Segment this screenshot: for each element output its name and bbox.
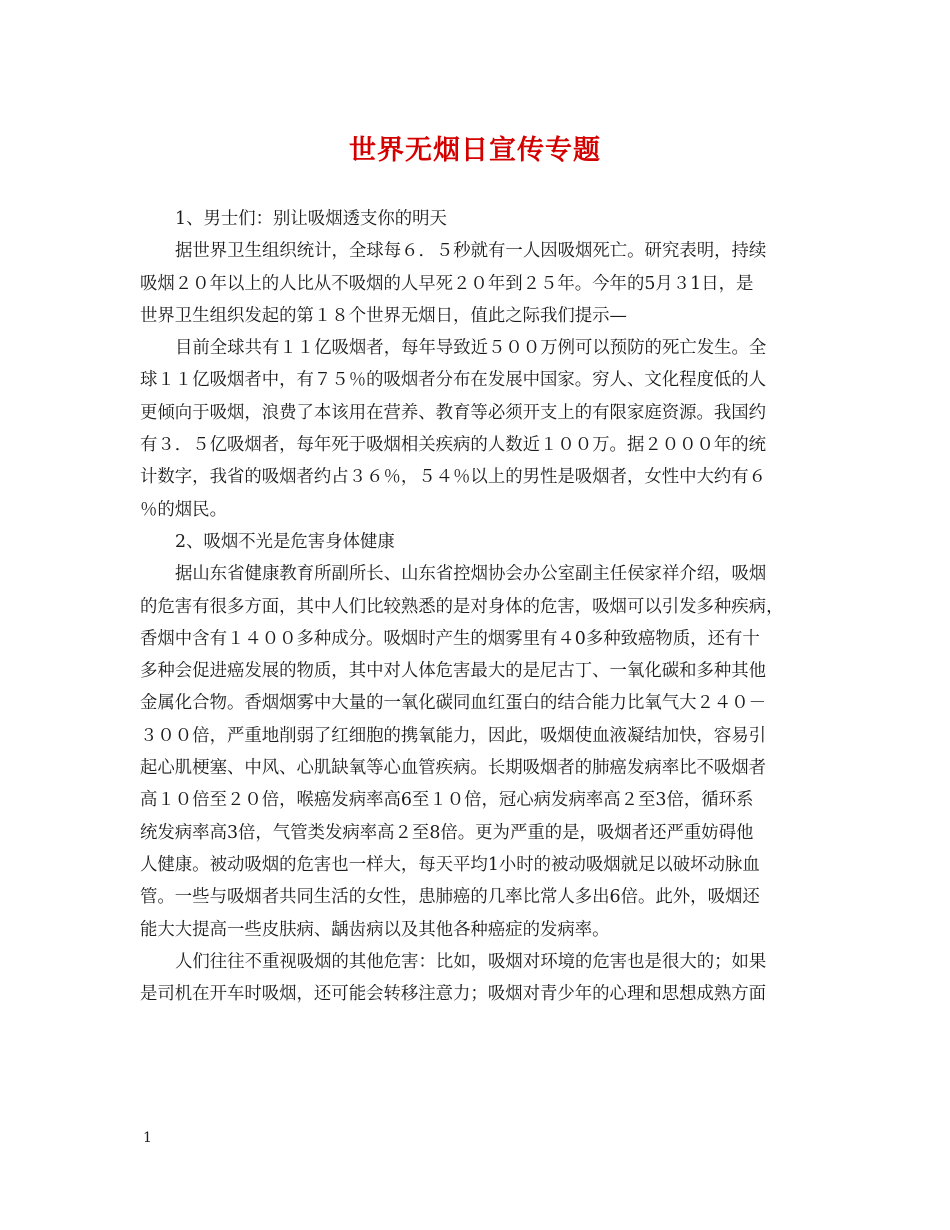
paragraph-line: 人们往往不重视吸烟的其他危害：比如，吸烟对环境的危害也是很大的；如果: [175, 951, 767, 972]
paragraph-line: 的危害有很多方面，其中人们比较熟悉的是对身体的危害，吸烟可以引发多种疾病，: [140, 596, 784, 617]
paragraph-line: 世界卫生组织发起的第１８个世界无烟日，值此之际我们提示—: [140, 305, 627, 326]
paragraph-line: 人健康。被动吸烟的危害也一样大，每天平均1小时的被动吸烟就足以破坏动脉血: [140, 854, 760, 875]
section-heading-1: 1、男士们：别让吸烟透支你的明天: [175, 209, 447, 229]
paragraph-line: 吸烟２０年以上的人比从不吸烟的人早死２０年到２５年。今年的5月３1日，是: [140, 273, 754, 294]
paragraph-line: 据世界卫生组织统计，全球每６．５秒就有一人因吸烟死亡。研究表明，持续: [175, 241, 767, 262]
paragraph-line: ％的烟民。: [140, 499, 227, 520]
paragraph-line: 多种会促进癌发展的物质，其中对人体危害最大的是尼古丁、一氧化碳和多种其他: [140, 661, 767, 682]
paragraph-line: 球１１亿吸烟者中，有７５％的吸烟者分布在发展中国家。穷人、文化程度低的人: [140, 370, 767, 391]
paragraph-line: 更倾向于吸烟，浪费了本该用在营养、教育等必须开支上的有限家庭资源。我国约: [140, 402, 767, 423]
paragraph-line: 计数字，我省的吸烟者约占３６％，５４％以上的男性是吸烟者，女性中大约有６: [140, 467, 767, 488]
paragraph-line: 统发病率高3倍，气管类发病率高２至8倍。更为严重的是，吸烟者还严重妨碍他: [140, 822, 754, 843]
page-number: 1: [143, 1130, 152, 1146]
paragraph-line: 起心肌梗塞、中风、心肌缺氧等心血管疾病。长期吸烟者的肺癌发病率比不吸烟者: [140, 758, 767, 779]
document-body: [140, 203, 812, 1010]
paragraph-line: 能大大提高一些皮肤病、龋齿病以及其他各种癌症的发病率。: [140, 919, 610, 940]
paragraph-line: 香烟中含有１４００多种成分。吸烟时产生的烟雾里有４0多种致癌物质，还有十: [140, 628, 760, 649]
paragraph-line: 管。一些与吸烟者共同生活的女性，患肺癌的几率比常人多出6倍。此外，吸烟还: [140, 887, 760, 908]
paragraph-line: 有３．５亿吸烟者，每年死于吸烟相关疾病的人数近１００万。据２０００年的统: [140, 435, 767, 456]
paragraph-line: 高１０倍至２０倍，喉癌发病率高6至１０倍，冠心病发病率高２至3倍，循环系: [140, 790, 754, 811]
document-title: 世界无烟日宣传专题: [349, 135, 601, 166]
paragraph-line: 金属化合物。香烟烟雾中大量的一氧化碳同血红蛋白的结合能力比氧气大２４０－: [140, 693, 767, 714]
section-heading-2: 2、吸烟不光是危害身体健康: [175, 531, 395, 552]
paragraph-line: 据山东省健康教育所副所长、山东省控烟协会办公室副主任侯家祥介绍，吸烟: [175, 564, 767, 585]
paragraph-line: ３００倍，严重地削弱了红细胞的携氧能力，因此，吸烟使血液凝结加快，容易引: [140, 725, 767, 746]
paragraph-line: 目前全球共有１１亿吸烟者，每年导致近５００万例可以预防的死亡发生。全: [175, 338, 767, 359]
paragraph-line: 是司机在开车时吸烟，还可能会转移注意力；吸烟对青少年的心理和思想成熟方面: [140, 984, 767, 1005]
